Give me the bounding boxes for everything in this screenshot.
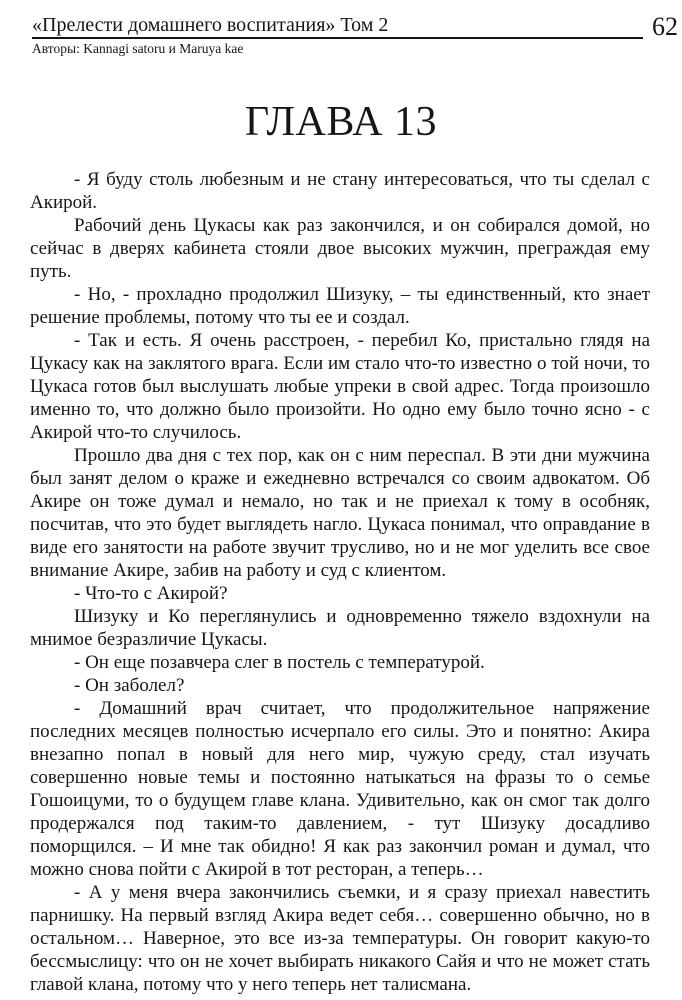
book-title: «Прелести домашнего воспитания» Том 2	[32, 14, 389, 36]
page-header	[0, 0, 682, 39]
paragraph: - Домашний врач считает, что продолжительное напряжение последних месяцев полностью исчерпало его силы. Это и понятно: Акира внезапно попал в новый для него мир, чужую среду, стал изучать совершенно новые темы и постоянно натыкаться на фразы то о семье Гошоицуми, то о будущем главе клана. Удивительно, как он смог так долго продержался под таким-то давлением, - тут Шизуку досадливо поморщился. – И мне так обидно! Я как раз закончил роман и думал, что можно снова пойти с Акирой в тот ресторан, а теперь…	[30, 698, 650, 880]
paragraph: - А у меня вчера закончились съемки, и я сразу приехал навестить парнишку. На первый взгляд Акира ведет себя… совершенно обычно, но в остальном… Наверное, это все из-за температуры. Он говорит какую-то бессмыслицу: что он не хочет выбирать никакого Сайя и что не может стать главой клана, потому что у него теперь нет талисмана.	[30, 882, 650, 995]
paragraph: - Так и есть. Я очень расстроен, - перебил Ко, пристально глядя на Цукасу как на заклятого врага. Если им стало что-то известно о той ночи, то Цукаса готов был выслушать любые упреки в свой адрес. Тогда произошло именно то, что должно было произойти. Но одно ему было точно ясно - с Акирой что-то случилось.	[30, 330, 650, 443]
paragraph: - Я буду столь любезным и не стану интересоваться, что ты сделал с Акирой.	[30, 169, 650, 213]
paragraph: - Что-то с Акирой?	[74, 583, 228, 604]
paragraph: - Но, - прохладно продолжил Шизуку, – ты единственный, кто знает решение проблемы, потому что ты ее и создал.	[30, 284, 650, 328]
chapter-title: ГЛАВА 13	[244, 99, 438, 145]
page-number: 62	[652, 12, 678, 41]
paragraph: Рабочий день Цукасы как раз закончился, и он собирался домой, но сейчас в дверях кабинета стояли двое высоких мужчин, преграждая ему путь.	[30, 215, 650, 282]
paragraph: Шизуку и Ко переглянулись и одновременно тяжело вздохнули на мнимое безразличие Цукасы.	[30, 606, 650, 650]
paragraph: - Он заболел?	[74, 675, 185, 696]
paragraph: - Он еще позавчера слег в постель с температурой.	[74, 652, 485, 673]
header-rule	[32, 14, 643, 39]
authors-line: Авторы: Kannagi satoru и Maruya kae	[32, 41, 244, 56]
paragraph: Прошло два дня с тех пор, как он с ним переспал. В эти дни мужчина был занят делом о краже и ежедневно встречался со своим адвокатом. Об Акире он тоже думал и немало, но так и не приехал к тому в особняк, посчитав, что это будет выглядеть нагло. Цукаса понимал, что оправдание в виде его занятости на работе звучит трусливо, но и не мог уделить все свое внимание Акире, забив на работу и суд с клиентом.	[30, 445, 650, 581]
body-text	[30, 168, 650, 996]
